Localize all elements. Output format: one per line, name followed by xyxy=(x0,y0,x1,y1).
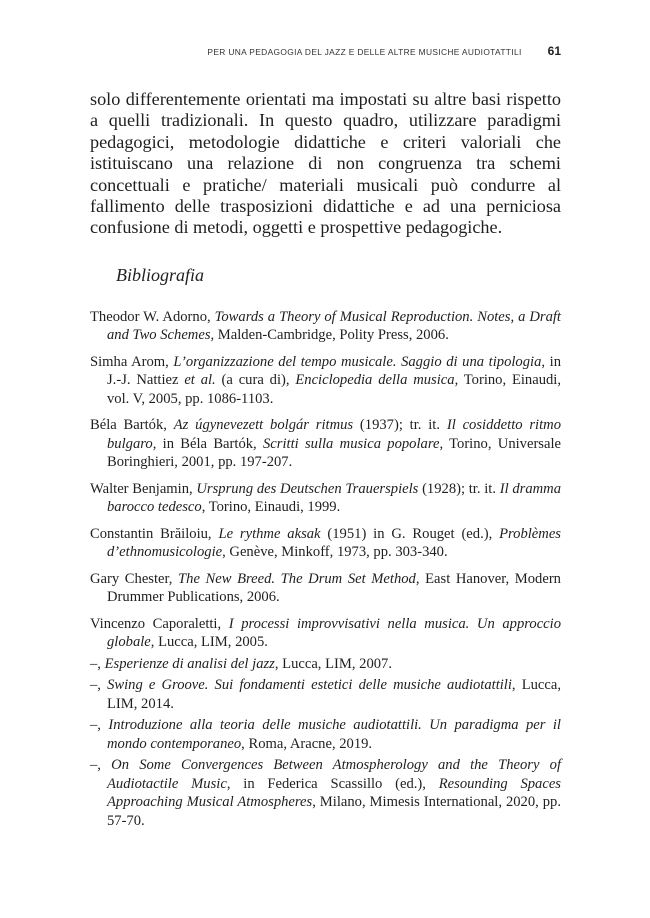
bib-entry-arom: Simha Arom, L’organizzazione del tempo musicale. Saggio di una tipologia, in J.-J. Nattiez et al. (a cura di), Enciclopedia della musica, Torino, Einaudi, vol. V, 2005, pp. 1086-1103. xyxy=(90,354,562,407)
bib-entry-adorno: Theodor W. Adorno, Towards a Theory of Musical Reproduction. Notes, a Draft and Two Schemes, Malden-Cambridge, Polity Press, 2006. xyxy=(90,309,561,344)
bib-entry-caporaletti-2005: Vincenzo Caporaletti, I processi improvvisativi nella musica. Un approccio globale, Lucca, LIM, 2005. xyxy=(90,615,561,651)
bib-entry-caporaletti-2020: –, On Some Convergences Between Atmospherology and the Theory of Audiotactile Music, in Federica Scassillo (ed.), Resounding Spaces Approaching Musical Atmospheres, Milano, Mimesis International, 2020, pp. 57-70. xyxy=(90,757,562,829)
bib-entry-bartok: Béla Bartók, Az úgynevezett bolgár ritmus (1937); tr. it. Il cosiddetto ritmo bulgaro, in Béla Bartók, Scritti sulla musica popolare, Torino, Universale Boringhieri, 2001, pp. 197-207. xyxy=(90,417,561,471)
bib-entry-caporaletti-2014: –, Swing e Groove. Sui fondamenti estetici delle musiche audiotattili, Lucca, LIM, 2014. xyxy=(90,677,561,712)
bibliography-list xyxy=(90,308,561,838)
bib-entry-caporaletti-2007: –, Esperienze di analisi del jazz, Lucca, LIM, 2007. xyxy=(90,655,392,672)
bib-entry-benjamin: Walter Benjamin, Ursprung des Deutschen Trauerspiels (1928); tr. it. Il dramma barocco tedesco, Torino, Einaudi, 1999. xyxy=(90,480,562,516)
bib-entry-chester: Gary Chester, The New Breed. The Drum Set Method, East Hanover, Modern Drummer Publications, 2006. xyxy=(90,570,561,606)
running-head xyxy=(90,44,561,58)
running-title: PER UNA PEDAGOGIA DEL JAZZ E DELLE ALTRE MUSICHE AUDIOTATTILI xyxy=(207,47,522,57)
bib-entry-caporaletti-2019: –, Introduzione alla teoria delle musiche audiotattili. Un paradigma per il mondo contemporaneo, Roma, Aracne, 2019. xyxy=(90,717,561,752)
bib-entry-brailoiu: Constantin Brăiloiu, Le rythme aksak (1951) in G. Rouget (ed.), Problèmes d’ethnomusicologie, Genève, Minkoff, 1973, pp. 303-340. xyxy=(90,525,561,561)
page-number: 61 xyxy=(547,44,561,58)
bibliography-heading: Bibliografia xyxy=(116,265,205,285)
body-paragraph: solo differentemente orientati ma impostati su altre basi rispetto a quelli tradizionali. In questo quadro, utilizzare paradigmi pedagogici, metodologie didattiche e criteri valoriali che istituiscano una relazione di non congruenza tra schemi concettuali e pratiche/ materiali musicali può condurre al fallimento delle trasposizioni didattiche e ad una perniciosa confusione di metodi, oggetti e prospettive pedagogiche. xyxy=(90,89,561,238)
